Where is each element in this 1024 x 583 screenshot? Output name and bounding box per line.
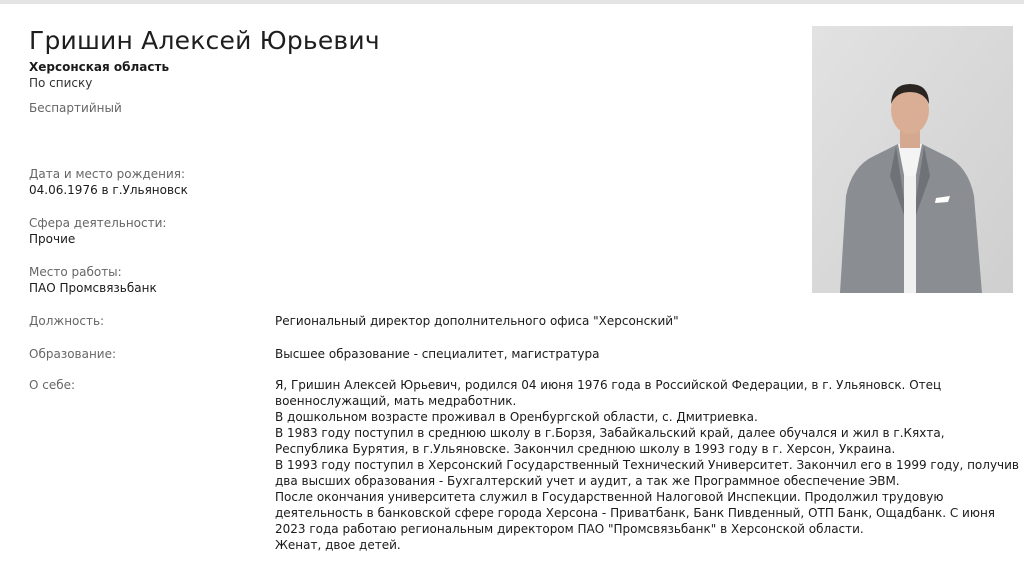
about-paragraph: После окончания университета служил в Государственной Налоговой Инспекции. Продолжил трудовую деятельность в банковской сфере города Херсона - Приватбанк, Банк Пивденный, ОТП Банк, Ощадбанк. С июня 2023 года работаю региональным директором ПАО "Промсвязьбанк" в Херсонской области. (275, 490, 996, 536)
work-label: Место работы: (29, 265, 122, 279)
sphere-label: Сфера деятельности: (29, 216, 167, 230)
about-text (275, 377, 1020, 553)
birth-label: Дата и место рождения: (29, 167, 186, 181)
about-paragraph: В 1983 году поступил в среднюю школу в г.Борзя, Забайкальский край, далее обучался и жил в г.Кяхта, Республика Бурятия, в г.Ульяновске. Закончил среднюю школу в 1993 году в г. Херсон, Украина. (275, 426, 945, 456)
education-value: Высшее образование - специалитет, магистратура (275, 347, 600, 361)
top-divider (0, 0, 1024, 4)
about-paragraph: В дошкольном возрасте проживал в Оренбургской области, с. Дмитриевка. (275, 410, 758, 424)
candidate-list-type: По списку (29, 76, 93, 90)
candidate-party: Беспартийный (29, 101, 122, 115)
education-label: Образование: (29, 347, 117, 361)
work-value: ПАО Промсвязьбанк (29, 281, 157, 295)
position-value: Региональный директор дополнительного офиса "Херсонский" (275, 314, 679, 328)
candidate-name: Гришин Алексей Юрьевич (29, 26, 380, 55)
about-paragraph: В 1993 году поступил в Херсонский Государственный Технический Университет. Закончил его в 1999 году, получив два высших образования - Бухгалтерский учет и аудит, а так же Программное обеспечение ЭВМ. (275, 458, 1020, 488)
about-paragraph: Женат, двое детей. (275, 538, 401, 552)
portrait-illustration (812, 26, 1013, 293)
position-label: Должность: (29, 314, 105, 328)
candidate-region: Херсонская область (29, 60, 170, 74)
sphere-value: Прочие (29, 232, 76, 246)
about-paragraph: Я, Гришин Алексей Юрьевич, родился 04 июня 1976 года в Российской Федерации, в г. Ульяновск. Отец военнослужащий, мать медработник. (275, 378, 942, 408)
candidate-photo (812, 26, 1013, 293)
birth-value: 04.06.1976 в г.Ульяновск (29, 183, 188, 197)
about-label: О себе: (29, 378, 76, 392)
